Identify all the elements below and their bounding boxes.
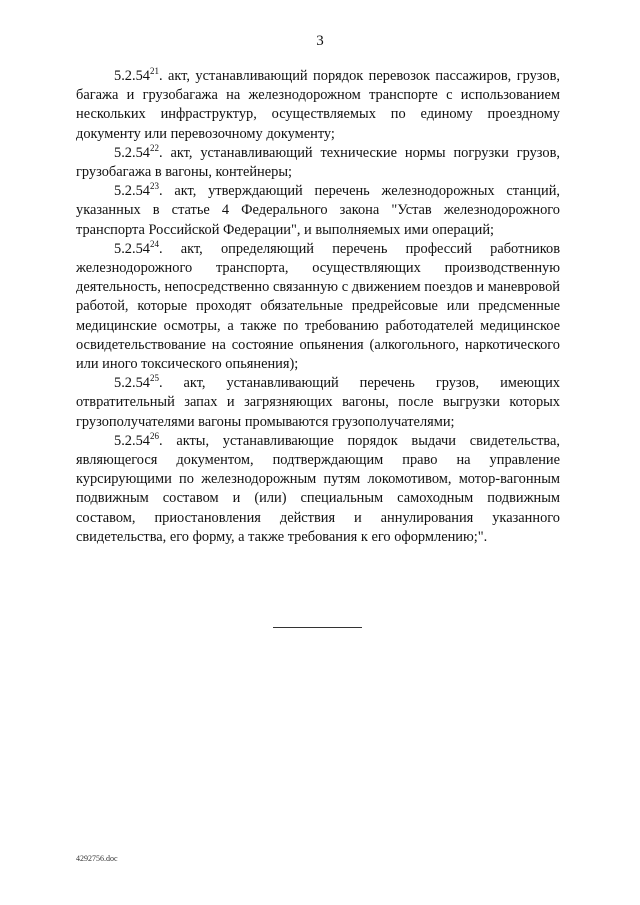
item-superscript: 24	[149, 239, 159, 250]
document-body	[76, 67, 560, 547]
item-text: . акт, устанавливающий технические нормы погрузки грузов, грузобагажа в вагоны, контейнеры;	[76, 144, 560, 181]
list-item	[76, 374, 560, 432]
item-number: 5.2.54$^{22}$	[114, 143, 159, 161]
list-item	[76, 144, 560, 182]
item-number: 5.2.54$^{23}$	[114, 181, 159, 200]
item-number: 5.2.54$^{24}$	[114, 239, 159, 257]
list-item	[76, 240, 560, 374]
list-item	[76, 182, 560, 240]
item-number: 5.2.54$^{21}$	[114, 66, 159, 84]
item-superscript: 26	[149, 431, 159, 442]
item-text: . акты, устанавливающие порядок выдачи свидетельства, являющегося документом, подтверждающим право на управление курсирующими по железнодорожным путям локомотивом, мотор-вагонным подвижным составом и (или) специальным самоходным подвижным составом, приостановления действия и аннулирования указанного свидетельства, его форму, а также требования к его оформлению;".	[76, 432, 560, 545]
file-name-footer: 4292756.doc	[76, 854, 118, 863]
item-text: . акт, определяющий перечень профессий работников железнодорожного транспорта, осуществляющих производственную деятельность, непосредственно связанную с движением поездов и маневровой работой, которые проходят обязательные предрейсовые или предсменные медицинские осмотры, а также по требованию работодателей медицинское освидетельствование на состояние опьянения (алкогольного, наркотического или иного токсического опьянения);	[76, 240, 560, 373]
list-item	[76, 432, 560, 547]
item-number: 5.2.54$^{26}$	[114, 431, 159, 449]
page-number: 3	[316, 33, 324, 49]
end-separator-line	[273, 627, 362, 628]
item-superscript: 21	[149, 66, 159, 77]
item-text: . акт, устанавливающий перечень грузов, имеющих отвратительный запах и загрязняющих вагоны, после выгрузки которых грузополучателями вагоны промываются грузополучателями;	[76, 375, 560, 430]
item-number: 5.2.54$^{25}$	[114, 373, 159, 392]
item-superscript: 23	[149, 181, 159, 192]
item-text: . акт, утверждающий перечень железнодорожных станций, указанных в статье 4 Федерального закона "Устав железнодорожного транспорта Российской Федерации", и выполняемых ими операций;	[76, 183, 560, 238]
item-superscript: 22	[149, 143, 159, 154]
list-item	[76, 67, 560, 144]
item-text: . акт, устанавливающий порядок перевозок пассажиров, грузов, багажа и грузобагажа на железнодорожном транспорте с использованием нескольких инфраструктур, осуществляемых по единому проездному документу или перевозочному документу;	[76, 68, 560, 142]
item-superscript: 25	[149, 373, 159, 384]
